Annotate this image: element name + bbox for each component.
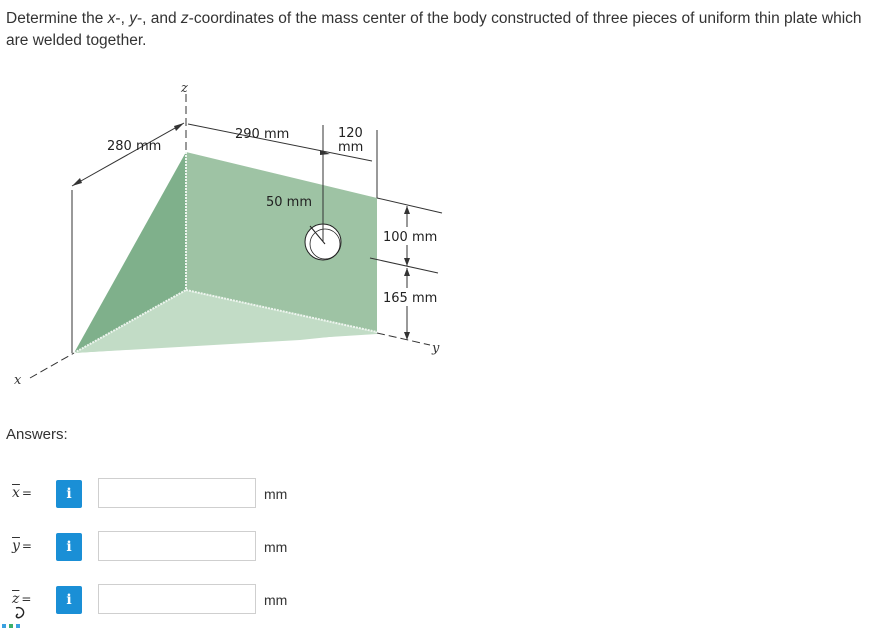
x-answer-input[interactable] [98, 478, 256, 508]
answer-row-z [6, 584, 326, 616]
dim-165-label: 165 mm [383, 291, 438, 306]
info-icon[interactable]: i [56, 586, 82, 614]
x-unit-label: mm [264, 486, 288, 502]
answers-heading: Answers: [6, 426, 68, 443]
dim-120-label-line1: 120 [338, 126, 363, 141]
question-sep1: -, [115, 10, 130, 27]
welded-plates-figure [0, 70, 460, 410]
dim-50-label: 50 mm [266, 195, 313, 210]
axis-x-label: x [14, 373, 22, 388]
dim-165-arrow-bottom [404, 332, 410, 340]
info-icon[interactable]: i [56, 533, 82, 561]
dim-100-arrow-bottom [404, 258, 410, 266]
y-answer-input[interactable] [98, 531, 256, 561]
question-text [6, 8, 882, 52]
x-axis-line [30, 353, 74, 378]
question-part1: Determine the [6, 10, 108, 27]
dim-100-ext-top [377, 198, 442, 213]
dim-120-label-line2: mm [338, 140, 364, 155]
answer-row-x [6, 478, 326, 510]
answer-row-y [6, 531, 326, 563]
y-unit-label: mm [264, 539, 288, 555]
axis-y-label: y [432, 341, 440, 356]
dim-290-label: 290 mm [235, 127, 290, 142]
info-icon[interactable]: i [56, 480, 82, 508]
axis-z-label: z [181, 81, 188, 96]
question-part2: -coordinates of the mass center of the body constructed of three pieces of uniform thin plate which are welded together. [6, 10, 862, 49]
question-var-z: z [180, 10, 189, 27]
z-answer-input[interactable] [98, 584, 256, 614]
question-sep2: -, and [136, 10, 181, 27]
dim-100-ext-mid [370, 258, 438, 273]
dim-280-arrow-left [72, 178, 82, 186]
z-unit-label: mm [264, 592, 288, 608]
dim-100-arrow-top [404, 206, 410, 214]
answer-var-x-label: $\overline{x}$ = [12, 485, 32, 501]
dim-280-arrow-right [174, 123, 184, 131]
dim-280-line [72, 123, 184, 186]
answer-var-z-label: $\overline{z}$ = [12, 591, 32, 607]
dim-100-label: 100 mm [383, 230, 438, 245]
help-spinner-icon [0, 604, 30, 630]
dim-280-label: 280 mm [107, 139, 162, 154]
answer-var-y-label: $\overline{y}$ = [12, 538, 32, 554]
dim-165-arrow-top [404, 268, 410, 276]
y-axis-line [377, 333, 430, 345]
question-var-y: y [129, 10, 137, 27]
question-var-x: x [107, 10, 116, 27]
